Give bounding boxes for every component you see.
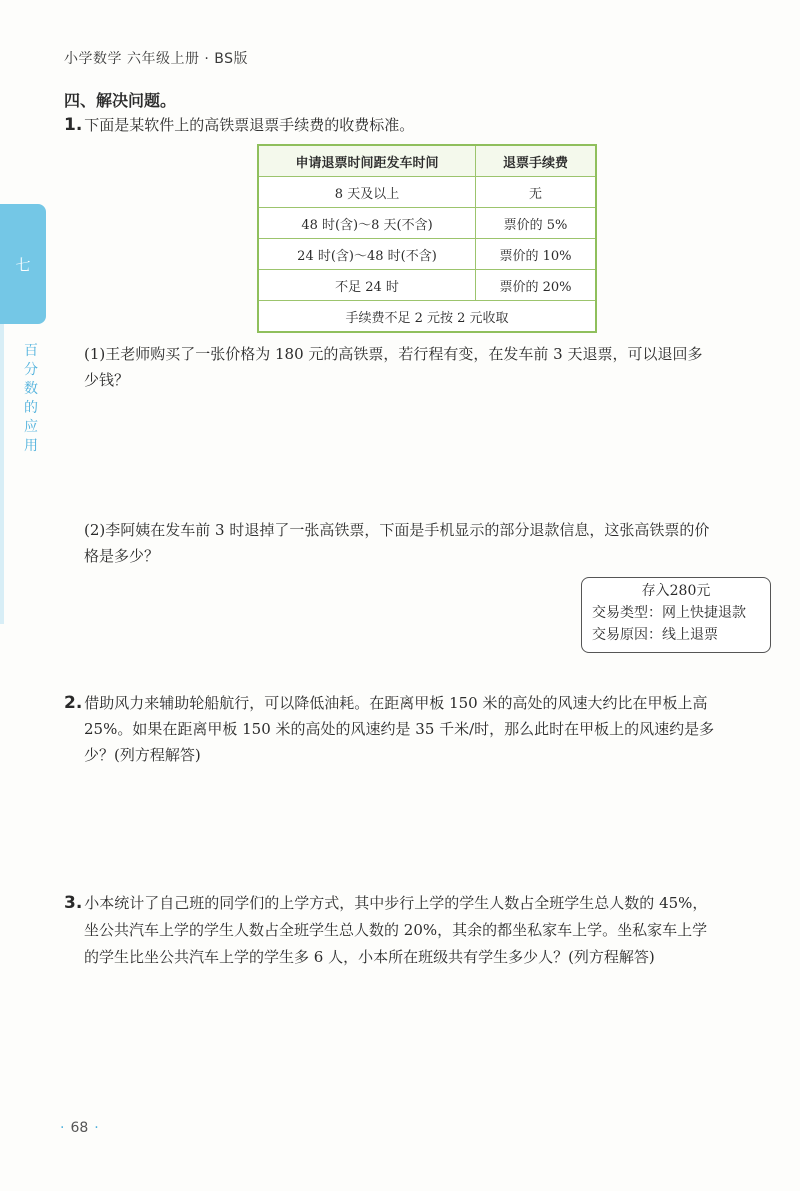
question-1-2-line-2: 格是多少？ [84, 547, 160, 565]
question-1-1-line-1: (1)王老师购买了一张价格为 180 元的高铁票，若行程有变，在发车前 3 天退票，可以退回多 [84, 345, 703, 363]
transaction-type: 交易类型：网上快捷退款 [592, 605, 746, 621]
table-row [258, 177, 596, 208]
question-3-line-2: 坐公共汽车上学的学生人数占全班学生总人数的 20%，其余的都坐私家车上学。坐私家车上学 [84, 921, 708, 939]
table-header: 退票手续费 [476, 145, 597, 177]
chapter-tab [0, 204, 46, 324]
side-divider [0, 324, 4, 624]
question-3-line-1 [64, 890, 707, 916]
question-2-number: 2. [64, 693, 83, 713]
refund-info-box [581, 577, 771, 653]
table-cell: 8 天及以上 [258, 177, 476, 208]
page-number: 68 [70, 1120, 89, 1136]
question-1-2-line-1: (2)李阿姨在发车前 3 时退掉了一张高铁票，下面是手机显示的部分退款信息，这张高铁票的价 [84, 521, 710, 539]
table-row [258, 270, 596, 301]
question-3-line-3: 的学生比坐公共汽车上学的学生多 6 人，小本所在班级共有学生多少人？(列方程解答) [84, 948, 655, 966]
table-cell: 无 [476, 177, 597, 208]
question-1-number: 1. [64, 115, 83, 135]
table-footer-note: 手续费不足 2 元按 2 元收取 [258, 301, 596, 333]
question-1 [64, 112, 414, 138]
question-3-number: 3. [64, 893, 83, 913]
table-cell: 不足 24 时 [258, 270, 476, 301]
book-header: 小学数学 六年级上册 · BS版 [64, 51, 249, 67]
question-2-line-3: 少？(列方程解答) [84, 746, 201, 764]
question-2-line-2: 25%。如果在距离甲板 150 米的高处的风速约是 35 千米/时，那么此时在甲板上的风速约是多 [84, 720, 715, 738]
table-cell: 票价的 10% [476, 239, 597, 270]
transaction-reason: 交易原因：线上退票 [592, 627, 718, 643]
question-3-text: 小本统计了自己班的同学们的上学方式，其中步行上学的学生人数占全班学生总人数的 45%， [84, 894, 708, 912]
table-cell: 24 时(含)～48 时(不含) [258, 239, 476, 270]
question-2-line-1 [64, 690, 707, 716]
footer-dot: · [60, 1120, 65, 1136]
page-footer [60, 1120, 99, 1136]
table-row [258, 208, 596, 239]
table-cell: 票价的 5% [476, 208, 597, 239]
question-1-1-line-2: 少钱？ [84, 371, 130, 389]
table-cell: 48 时(含)～8 天(不含) [258, 208, 476, 239]
chapter-tab-number: 七 [15, 255, 31, 274]
table-row [258, 239, 596, 270]
chapter-label: 百分数的应用 [24, 343, 38, 454]
footer-dot: · [94, 1120, 99, 1136]
refund-amount: 存入280元 [641, 583, 711, 599]
table-header: 申请退票时间距发车时间 [258, 145, 476, 177]
question-2-text: 借助风力来辅助轮船航行，可以降低油耗。在距离甲板 150 米的高处的风速大约比在甲板上高 [84, 694, 708, 712]
table-footer-row [258, 301, 596, 333]
question-1-text: 下面是某软件上的高铁票退票手续费的收费标准。 [84, 116, 415, 134]
section-title: 四、解决问题。 [64, 91, 177, 110]
table-cell: 票价的 20% [476, 270, 597, 301]
table-header-row [258, 145, 596, 177]
refund-fee-table [257, 144, 597, 333]
